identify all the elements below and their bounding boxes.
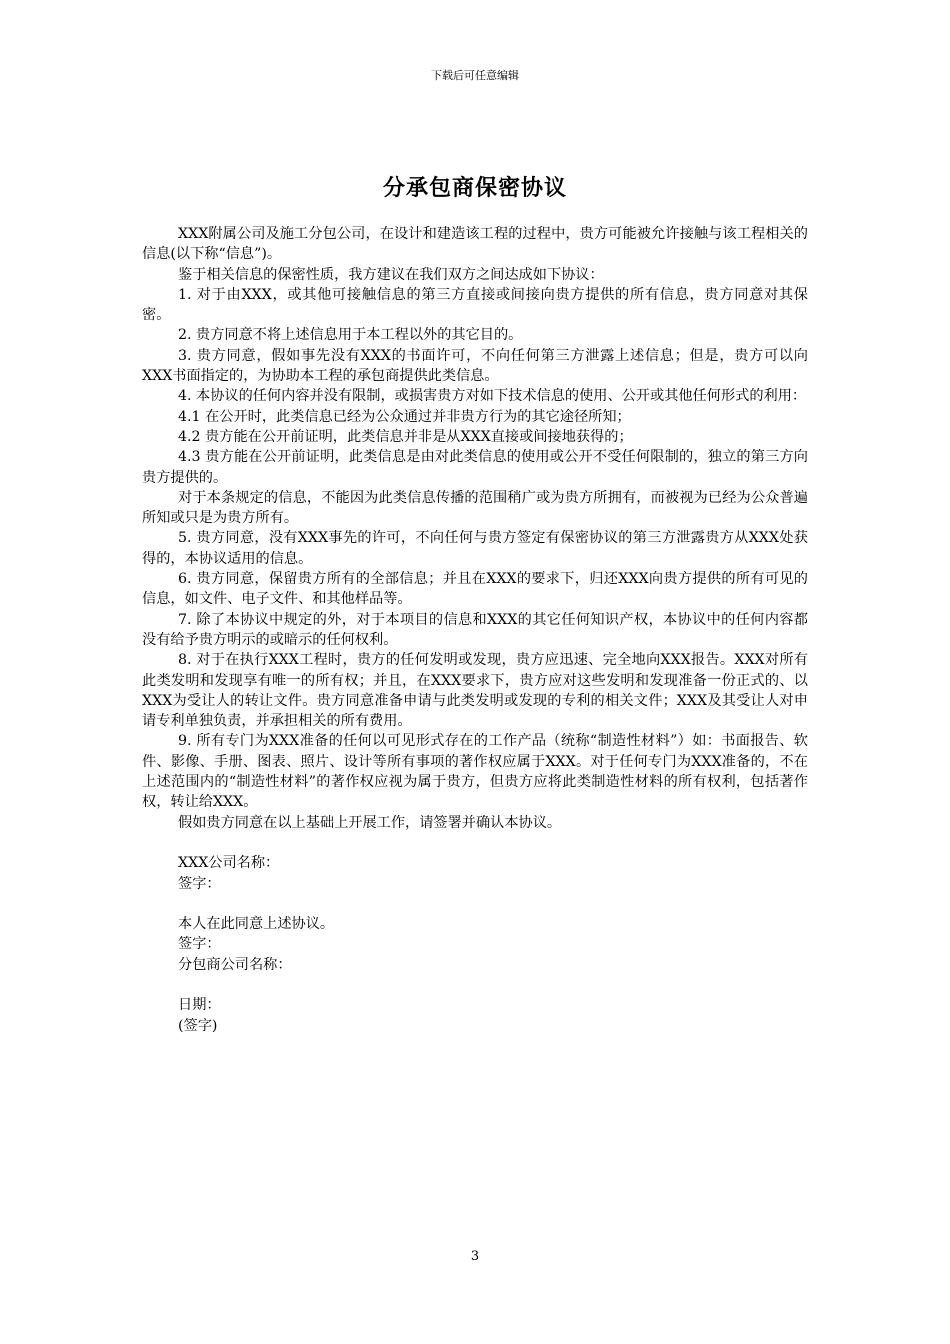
- clause-3: 3. 贵方同意，假如事先没有XXX的书面许可，不向任何第三方泄露上述信息；但是，贵方可以向XXX书面指定的，为协助本工程的承包商提供此类信息。: [142, 347, 808, 385]
- page-number: 3: [470, 1249, 480, 1264]
- clause-4: 4. 本协议的任何内容并没有限制，或损害贵方对如下技术信息的使用、公开或其他任何形式的利用：: [178, 388, 807, 405]
- spacer: [142, 894, 808, 914]
- signature-note: (签字): [178, 1017, 218, 1034]
- clause-6: 6. 贵方同意，保留贵方所有的全部信息；并且在XXX的要求下，归还XXX向贵方提供的所有可见的信息，如文件、电子文件、和其他样品等。: [142, 571, 808, 608]
- clause-5: 5. 贵方同意，没有XXX事先的许可，不向任何与贵方签定有保密协议的第三方泄露贵方从XXX处获得的，本协议适用的信息。: [142, 530, 808, 567]
- header-note: 下载后可任意编辑: [431, 69, 519, 82]
- spacer: [142, 975, 808, 995]
- signature-subcontractor: 分包商公司名称：: [178, 956, 292, 973]
- clause-4-3: 4.3 贵方能在公开前证明，此类信息是由对此类信息的使用或公开不受任何限制的，独立的第三方向贵方提供的。: [142, 449, 808, 486]
- signature-agree: 本人在此同意上述协议。: [178, 916, 335, 933]
- document-title: 分承包商保密协议: [382, 175, 567, 201]
- paragraph-closing: 假如贵方同意在以上基础上开展工作，请签署并确认本协议。: [178, 814, 562, 831]
- clause-4-1: 4.1 在公开时，此类信息已经为公众通过并非贵方行为的其它途径所知；: [178, 408, 631, 425]
- clause-1: 1. 对于由XXX，或其他可接触信息的第三方直接或间接向贵方提供的所有信息，贵方同意对其保密。: [142, 286, 808, 324]
- clause-4-note: 对于本条规定的信息，不能因为此类信息传播的范围稍广或为贵方所拥有，而被视为已经为公众普遍所知或只是为贵方所有。: [142, 489, 808, 527]
- signature-line-2: 签字：: [178, 936, 221, 953]
- clause-7: 7. 除了本协议中规定的外，对于本项目的信息和XXX的其它任何知识产权，本协议中的任何内容都没有给予贵方明示的或暗示的任何权利。: [142, 611, 808, 648]
- signature-date: 日期：: [178, 997, 221, 1014]
- clause-2: 2. 贵方同意不将上述信息用于本工程以外的其它目的。: [178, 327, 523, 344]
- clause-4-2: 4.2 贵方能在公开前证明，此类信息并非是从XXX直接或间接地获得的；: [178, 428, 633, 445]
- paragraph-proposal: 鉴于相关信息的保密性质，我方建议在我们双方之间达成如下协议：: [178, 266, 604, 283]
- document-body: [142, 224, 808, 1036]
- spacer: [142, 833, 808, 853]
- clause-8: 8. 对于在执行XXX工程时，贵方的任何发明或发现，贵方应迅速、完全地向XXX报告。XXX对所有此类发明和发现享有唯一的所有权；并且，在XXX要求下，贵方应对这些发明和发现准备一份正式的、以XXX为受让人的转让文件。贵方同意准备申请与此类发明或发现的专利的相关文件；XXX及其受让人对申请专利单独负责，并承担相关的所有费用。: [142, 652, 808, 730]
- signature-company-name: XXX公司名称：: [178, 855, 280, 872]
- signature-line-1: 签字：: [178, 875, 221, 892]
- paragraph-intro: XXX附属公司及施工分包公司，在设计和建造该工程的过程中，贵方可能被允许接触与该工程相关的信息(以下称“信息”)。: [142, 226, 808, 263]
- clause-9: 9. 所有专门为XXX准备的任何以可见形式存在的工作产品（统称“制造性材料”）如：书面报告、软件、影像、手册、图表、照片、设计等所有事项的著作权应属于XXX。对于任何专门为XXX准备的，不在上述范围内的“制造性材料”的著作权应视为属于贵方，但贵方应将此类制造性材料的所有权利，包括著作权，转让给XXX。: [142, 733, 808, 811]
